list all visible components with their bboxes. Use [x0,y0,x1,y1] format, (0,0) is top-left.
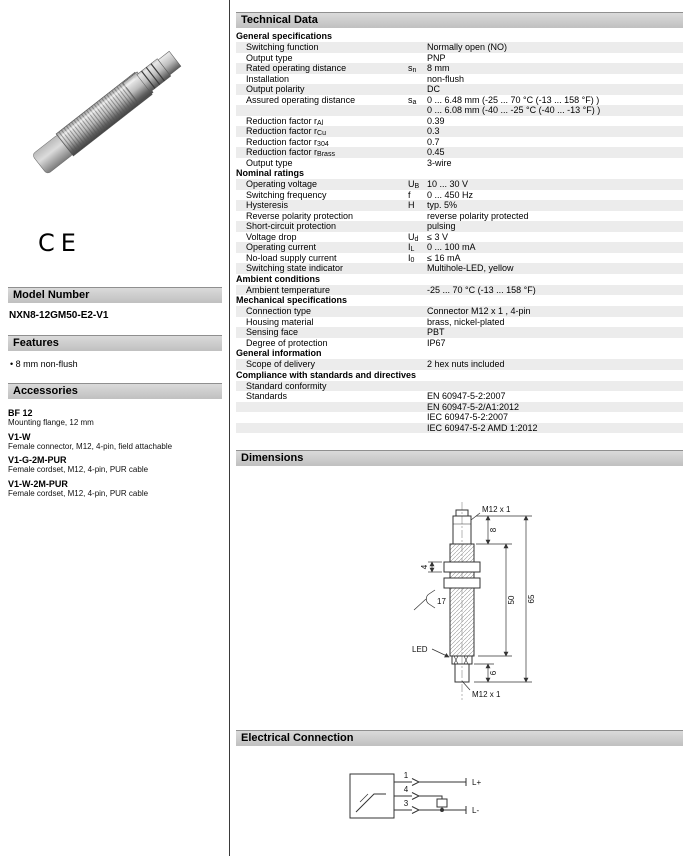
spec-value: 0 ... 450 Hz [427,189,474,200]
spec-label: Output polarity [246,84,305,94]
spec-value: PNP [427,52,446,63]
sensor-outline [444,502,480,700]
spec-value: 10 ... 30 V [427,179,469,189]
spec-label: Switching function [246,42,319,52]
wiring-lines [350,774,466,818]
thread-top-label: M12 x 1 [482,505,511,514]
spec-label: Assured operating distance [246,94,356,105]
spec-section-title: Nominal ratings [236,168,305,178]
spec-label: Rated operating distance [246,63,347,73]
spec-label: Installation [246,73,290,84]
spec-row [236,327,683,338]
spec-value: DC [427,84,440,94]
spec-label: Output type [246,157,293,168]
pin4-label: 4 [403,785,409,794]
spec-row [236,200,683,211]
feature-item: • 8 mm non-flush [10,359,222,370]
spec-label: Voltage drop [246,231,297,242]
spec-value: EN 60947-5-2:2007 [427,391,506,401]
accessory-item [8,408,222,428]
spec-label: Switching state indicator [246,263,344,273]
l-minus-label: L- [472,806,480,815]
spec-label: Hysteresis [246,200,289,210]
spec-section-title: General specifications [236,31,333,41]
spec-label [236,402,408,413]
spec-symbol [408,423,427,434]
spec-label: Switching frequency [246,189,327,200]
spec-label: Standards [246,391,288,401]
spec-symbol [408,105,427,116]
spec-value: non-flush [427,73,465,84]
switch-symbol-icon [356,794,386,812]
led-label: LED [412,645,428,654]
accessories-header: Accessories [8,383,222,399]
accessory-name: V1-G-2M-PUR [8,455,67,465]
spec-value: 0 ... 6.48 mm (-25 ... 70 °C (-13 ... 158 °F) ) [427,94,600,105]
spec-symbol [408,74,427,85]
accessory-desc: Female cordset, M12, 4-pin, PUR cable [8,488,149,498]
spec-symbol [408,84,427,95]
spec-label [236,412,408,423]
features-header: Features [8,335,222,351]
spec-section-title: General information [236,348,322,358]
spec-label: Sensing face [246,327,299,337]
spec-row [236,147,683,158]
spec-value: IEC 60947-5-2:2007 [427,412,509,422]
pin3-label: 3 [403,799,409,808]
wrench-icon [426,590,435,608]
spec-symbol [408,126,427,137]
ce-mark: CE [38,229,82,257]
spec-symbol: $U_d$ [408,231,419,243]
spec-row [236,412,683,423]
spec-symbol: $U_B$ [408,179,420,190]
spec-label: Ambient temperature [246,284,331,295]
spec-row [236,221,683,232]
spec-symbol [408,391,427,402]
spec-symbol [408,306,427,317]
spec-label: Output type [246,52,293,63]
spec-row [236,391,683,402]
spec-symbol [408,158,427,169]
spec-label: Housing material [246,316,314,327]
spec-label: Reduction factor $r_{304}$ [246,136,329,147]
spec-symbol [408,42,427,53]
spec-row [236,211,683,222]
spec-value: 0.39 [427,115,445,126]
spec-row [236,53,683,64]
model-number-header: Model Number [8,287,222,303]
spec-symbol [408,285,427,296]
spec-symbol: $s_a$ [408,94,417,106]
spec-row [236,338,683,349]
spec-label: Scope of delivery [246,359,316,369]
spec-value: ≤ 3 V [427,231,448,242]
accessory-item [8,479,222,499]
spec-value: ≤ 16 mA [427,252,461,263]
spec-label: Connection type [246,306,312,316]
spec-symbol [408,221,427,232]
spec-row [236,381,683,392]
dim-4-label: 4 [420,564,429,570]
spec-symbol: f [408,189,411,200]
spec-value: 0.3 [427,126,440,136]
spec-symbol: $I_0$ [408,252,415,264]
accessory-desc: Female cordset, M12, 4-pin, PUR cable [8,465,149,474]
spec-symbol [408,53,427,64]
spec-value: 0 ... 100 mA [427,242,476,252]
spec-row [236,63,683,74]
spec-symbol [408,402,427,413]
spec-value: -25 ... 70 °C (-13 ... 158 °F) [427,284,536,295]
spec-row [236,126,683,137]
spec-section-title: Compliance with standards and directives [236,369,417,380]
spec-row [236,263,683,274]
spec-row [236,359,683,370]
spec-value: IEC 60947-5-2 AMD 1:2012 [427,422,538,433]
spec-label: Operating current [246,242,317,252]
spec-symbol [408,359,427,370]
dimensions-header: Dimensions [236,450,683,466]
right-column [236,12,683,848]
spec-symbol [408,317,427,328]
spec-label: Reduction factor $r_{Cu}$ [246,126,326,137]
accessory-item [8,455,222,475]
accessory-item [8,432,222,452]
technical-data-header: Technical Data [236,12,683,28]
dim-8-label: 8 [489,527,498,533]
spec-value: 0.45 [427,147,445,157]
spec-row [236,84,683,95]
spec-row [236,232,683,243]
spec-label: Reverse polarity protection [246,210,354,221]
spec-value: 8 mm [427,63,450,73]
electrical-connection-header: Electrical Connection [236,730,683,746]
spec-value: 0 ... 6.08 mm (-40 ... -25 °C (-40 ... -13 °F) ) [427,105,601,115]
spec-row [236,116,683,127]
thread-bottom-label: M12 x 1 [472,690,501,699]
accessories-list [8,408,222,498]
spec-symbol [408,116,427,127]
spec-symbol: $s_n$ [408,63,417,74]
spec-symbol [408,137,427,148]
sensor-body-illustration [31,48,184,176]
spec-row [236,95,683,106]
spec-symbol [408,327,427,338]
spec-symbol [408,338,427,349]
spec-value: typ. 5% [427,200,458,210]
accessory-desc: Female connector, M12, 4-pin, field attachable [8,441,173,451]
spec-value: 3-wire [427,157,452,168]
spec-value: Multihole-LED, yellow [427,263,514,273]
spec-symbol [408,147,427,158]
pin1-label: 1 [403,771,409,780]
accessory-name: V1-W [8,431,31,442]
accessory-name: V1-W-2M-PUR [8,478,68,489]
spec-value: Normally open (NO) [427,42,508,52]
spec-label: Reduction factor $r_{Brass}$ [246,147,335,158]
accessory-name: BF 12 [8,408,33,418]
spec-row [236,253,683,264]
spec-row [236,242,683,253]
wiring-diagram [236,748,687,848]
spec-symbol [408,412,427,423]
l-plus-label: L+ [472,778,482,787]
dim-6-label: 6 [489,670,498,676]
product-photo [8,12,220,200]
spec-value: pulsing [427,221,456,231]
model-number-value: NXN8-12GM50-E2-V1 [9,310,109,321]
spec-row [236,42,683,53]
spec-value: Connector M12 x 1 , 4-pin [427,306,531,316]
spec-value: IP67 [427,337,446,348]
spec-label: Operating voltage [246,179,318,189]
spec-value: brass, nickel-plated [427,316,505,327]
spec-row [236,137,683,148]
dim-50-label: 50 [507,595,516,605]
spec-symbol [408,211,427,222]
spec-value: 2 hex nuts included [427,359,505,369]
spec-value: 0.7 [427,136,440,147]
spec-row [236,402,683,413]
spec-label: Reduction factor $r_{Al}$ [246,115,324,126]
column-divider [229,0,230,856]
spec-symbol: H [408,200,415,210]
spec-value: reverse polarity protected [427,210,529,221]
spec-section-title: Mechanical specifications [236,295,348,305]
spec-row [236,74,683,85]
spec-row [236,105,683,116]
spec-label: Short-circuit protection [246,221,337,231]
dimensions-drawing [236,468,687,720]
spec-value: EN 60947-5-2/A1:2012 [427,401,520,412]
spec-section-title: Ambient conditions [236,273,320,284]
spec-row [236,190,683,201]
wrench-size-label: 17 [437,597,446,606]
spec-value [427,381,683,392]
technical-data-table [236,31,683,433]
spec-symbol [408,263,427,274]
spec-label [236,105,408,116]
spec-row [236,179,683,190]
spec-row [236,423,683,434]
spec-label [236,423,408,434]
spec-row [236,317,683,328]
spec-symbol: $I_L$ [408,242,415,253]
spec-label: Degree of protection [246,337,328,348]
dim-65-label: 65 [527,594,536,604]
spec-label: Standard conformity [246,380,327,391]
spec-value: PBT [427,327,445,337]
spec-row [236,158,683,169]
spec-row [236,306,683,317]
left-column [8,0,222,502]
spec-symbol [408,381,427,392]
accessory-desc: Mounting flange, 12 mm [8,418,94,427]
spec-label: No-load supply current [246,252,337,263]
spec-row [236,285,683,296]
